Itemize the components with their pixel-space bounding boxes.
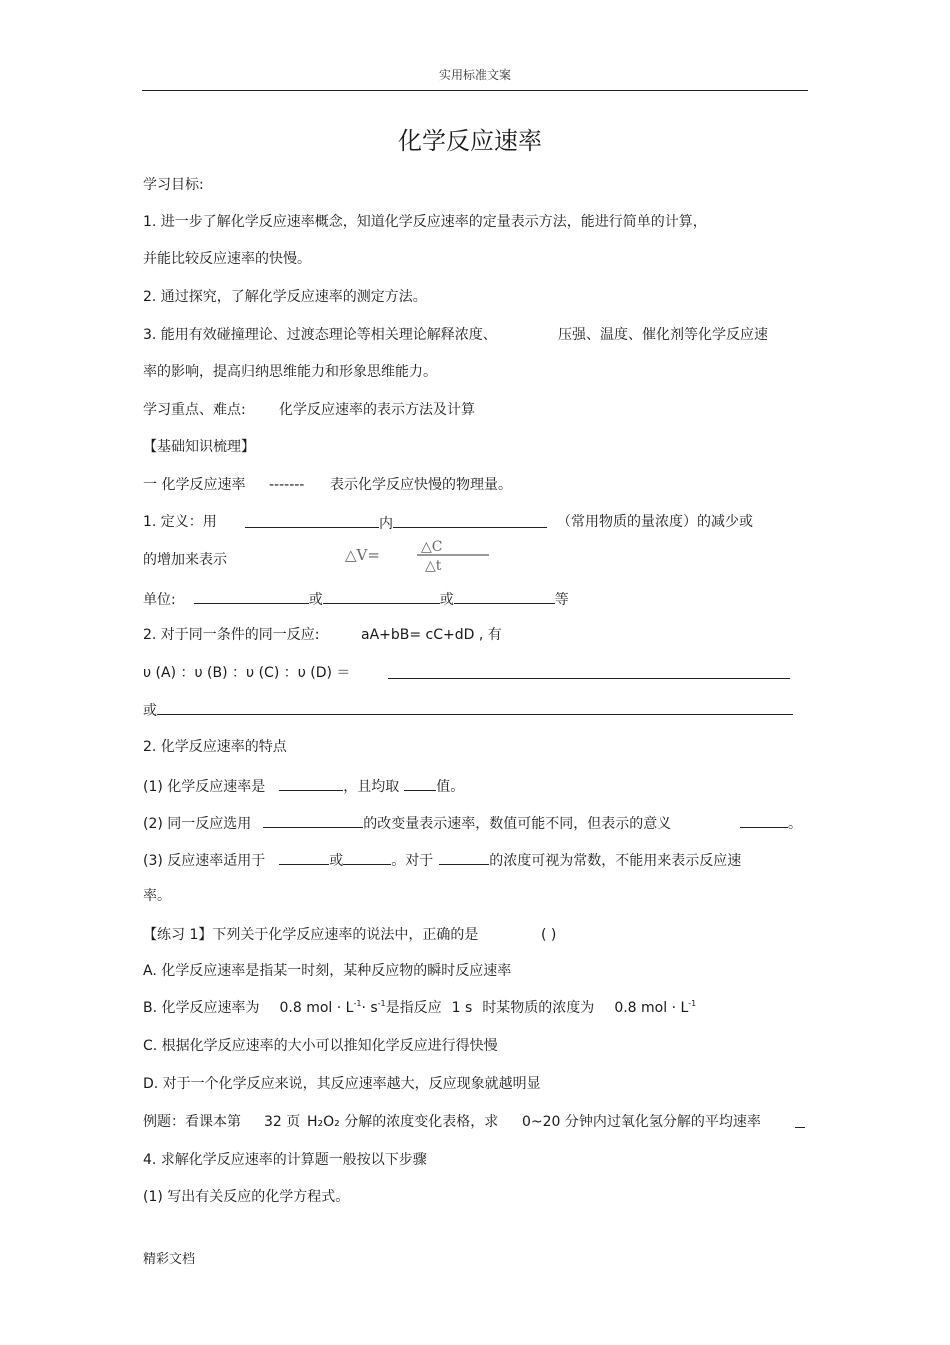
goal-3-line-1a: 3. 能用有效碰撞理论、过渡态理论等相关理论解释浓度、 — [143, 327, 497, 343]
step-1: (1) 写出有关反应的化学方程式。 — [143, 1189, 350, 1205]
definition-mid: 内 — [379, 516, 393, 532]
part1-dashes: ------- — [269, 477, 305, 493]
option-d: D. 对于一个化学反应来说，其反应速率越大，反应现象就越明显 — [143, 1076, 541, 1092]
example-a: 例题：看课本第 — [143, 1114, 241, 1130]
feature-3-line-2: 率。 — [143, 888, 171, 904]
goal-3-line-2: 率的影响，提高归纳思维能力和形象思维能力。 — [143, 364, 437, 380]
rel-or-line — [143, 700, 793, 720]
feature-2 — [143, 813, 671, 833]
blank-feature-3a[interactable] — [279, 850, 329, 865]
formula-numerator: △C — [421, 539, 443, 555]
example-blank-wrap — [795, 1113, 805, 1133]
rel-ratio-blank-wrap — [388, 664, 790, 684]
blank-unit-2[interactable] — [323, 589, 440, 604]
feature-3-b: 或 — [329, 853, 344, 869]
header-rule — [142, 90, 808, 91]
blank-feature-3b[interactable] — [343, 850, 391, 865]
definition-line — [245, 513, 547, 533]
feature-1-a: (1) 化学反应速率是 — [143, 779, 266, 795]
rel-or: 或 — [143, 703, 157, 719]
blank-unit-1[interactable] — [194, 589, 309, 604]
section-heading: 【基础知识梳理】 — [143, 439, 255, 455]
option-c: C. 根据化学反应速率的大小可以推知化学反应进行得快慢 — [143, 1038, 498, 1054]
blank-time[interactable] — [393, 513, 547, 528]
option-b — [143, 999, 696, 1017]
document-title: 化学反应速率 — [398, 127, 542, 155]
goal-1-line-1: 1. 进一步了解化学反应速率概念，知道化学反应速率的定量表示方法，能进行简单的计算， — [143, 214, 707, 230]
units-line — [143, 589, 569, 609]
blank-feature-3c[interactable] — [439, 850, 489, 865]
example-b: 32 页 — [264, 1114, 301, 1130]
page-footer: 精彩文档 — [143, 1252, 196, 1267]
blank-feature-2a[interactable] — [263, 813, 363, 828]
goal-1-line-2: 并能比较反应速率的快慢。 — [143, 251, 311, 267]
option-a: A. 化学反应速率是指某一时刻，某种反应物的瞬时反应速率 — [143, 963, 512, 979]
part1-label: 一 化学反应速率 — [143, 477, 246, 493]
option-b-sup-1: -1 — [353, 999, 362, 1008]
blank-feature-1b[interactable] — [404, 776, 436, 791]
features-heading: 2. 化学反应速率的特点 — [143, 739, 287, 755]
blank-feature-2b[interactable] — [740, 813, 788, 828]
rel-text-2: aA+bB= cC+dD , 有 — [361, 627, 502, 643]
blank-ratio-alt[interactable] — [157, 700, 793, 715]
feature-2-a: (2) 同一反应选用 — [143, 816, 252, 832]
feature-3-d: 的浓度可视为常数，不能用来表示反应速 — [489, 853, 742, 869]
feature-3 — [143, 850, 741, 870]
units-or-1: 或 — [308, 592, 323, 608]
option-b-4: 是指反应 — [385, 1000, 442, 1016]
blank-feature-1a[interactable] — [279, 776, 343, 791]
blank-substance[interactable] — [245, 513, 379, 528]
option-b-7: 0.8 mol · L — [614, 1000, 689, 1016]
option-b-sup-2: -1 — [377, 999, 386, 1008]
formula-lhs: △V= — [345, 546, 380, 564]
units-label: 单位: — [143, 592, 176, 608]
blank-ratio[interactable] — [388, 664, 790, 679]
feature-2-b: 的改变量表示速率，数值可能不同，但表示的意义 — [363, 816, 672, 832]
option-b-3: · s — [361, 1000, 378, 1016]
feature-2-c: 。 — [788, 816, 802, 832]
part1-desc: 表示化学反应快慢的物理量。 — [330, 477, 512, 493]
page-header: 实用标准文案 — [438, 68, 511, 82]
steps-heading: 4. 求解化学反应速率的计算题一般按以下步骤 — [143, 1152, 427, 1168]
rel-ratio: υ (A) ：υ (B) ：υ (C) ：υ (D) ＝ — [143, 665, 351, 681]
practice-heading: 【练习 1】下列关于化学反应速率的说法中，正确的是 — [143, 927, 479, 943]
blank-unit-3[interactable] — [454, 589, 555, 604]
definition-prefix: 1. 定义：用 — [143, 514, 217, 530]
option-b-6: 时某物质的浓度为 — [482, 1000, 595, 1016]
feature-1 — [143, 776, 464, 796]
feature-1-b: ，且均取 — [343, 779, 400, 795]
option-b-2: 0.8 mol · L — [279, 1000, 354, 1016]
goal-3-line-1b: 压强、温度、催化剂等化学反应速 — [558, 327, 768, 343]
blank-example[interactable] — [795, 1113, 805, 1128]
definition-suffix: （常用物质的量浓度）的减少或 — [557, 514, 753, 530]
rel-text-1: 2. 对于同一条件的同一反应: — [143, 627, 320, 643]
option-b-5: 1 s — [451, 1000, 473, 1016]
rate-formula — [343, 538, 493, 572]
option-b-1: B. 化学反应速率为 — [143, 1000, 260, 1016]
feature-2-end — [740, 813, 802, 833]
feature-3-c: 。对于 — [391, 853, 434, 869]
goal-2: 2. 通过探究，了解化学反应速率的测定方法。 — [143, 289, 427, 305]
practice-answer-bracket[interactable]: ( ) — [541, 927, 557, 943]
example-d: 0~20 分钟内过氧化氢分解的平均速率 — [522, 1114, 761, 1130]
feature-3-a: (3) 反应速率适用于 — [143, 853, 266, 869]
example-c: H₂O₂ 分解的浓度变化表格，求 — [307, 1114, 499, 1130]
definition-line-2: 的增加来表示 — [143, 552, 227, 568]
goals-heading: 学习目标: — [143, 177, 204, 193]
units-etc: 等 — [554, 592, 569, 608]
option-b-sup-3: -1 — [688, 999, 697, 1008]
keypoints-text: 化学反应速率的表示方法及计算 — [279, 402, 475, 418]
formula-denominator: △t — [425, 558, 442, 572]
units-or-2: 或 — [439, 592, 454, 608]
keypoints-label: 学习重点、难点: — [143, 402, 246, 418]
feature-1-c: 值。 — [436, 779, 465, 795]
